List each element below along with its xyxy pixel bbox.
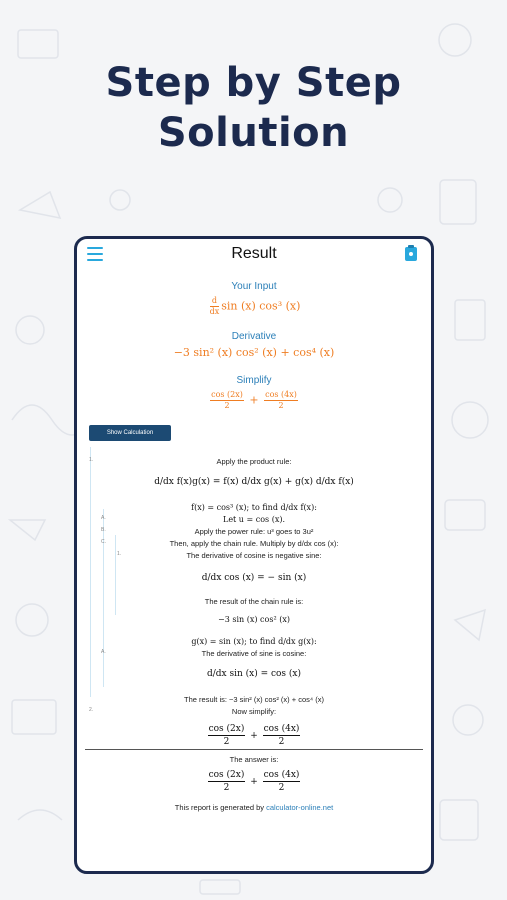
answer-expression: $\frac{\cos (2x)}{2}$ + $\frac{\cos (4x)}{2}$ <box>208 770 300 793</box>
simplified-expression: $\frac{\cos (2x)}{2}$ + $\frac{\cos (4x)}{2}$ <box>208 724 300 747</box>
step-marker: 1. <box>117 551 122 557</box>
cosine-derivative: d/dx cos (x) = − sin (x) <box>201 573 307 583</box>
headline <box>0 58 507 158</box>
calculation-steps <box>77 447 431 837</box>
deriv-operator: $\frac{d}{dx}$ <box>209 296 220 316</box>
step-marker: 1. <box>89 457 94 463</box>
let-u: Let u = cos (x). <box>223 515 285 524</box>
headline-line-1: Step by Step <box>105 60 402 106</box>
your-input-expression: $\frac{d}{dx}$ sin (x) cos³ (x) <box>209 296 301 316</box>
calculator-online-link[interactable]: calculator-online.net <box>266 803 334 812</box>
chain-result: −3 sin (x) cos² (x) <box>218 615 290 624</box>
sine-derivative: d/dx sin (x) = cos (x) <box>206 669 302 679</box>
chain-rule-text: Then, apply the chain rule. Multiply by d/dx cos (x): <box>169 539 339 548</box>
step-text: Apply the product rule: <box>216 457 292 466</box>
product-rule-formula: d/dx f(x)g(x) = f(x) d/dx g(x) + g(x) d/dx f(x) <box>154 477 354 487</box>
sine-note: The derivative of sine is cosine: <box>201 649 307 658</box>
simplify-label: Simplify <box>236 375 272 386</box>
top-bar <box>77 239 431 273</box>
show-calculation-button[interactable]: Show Calculation <box>89 425 171 441</box>
derivative-expression: −3 sin² (x) cos² (x) + cos⁴ (x) <box>173 346 335 359</box>
result-title: Result <box>231 245 277 262</box>
headline-line-2: Solution <box>157 110 350 156</box>
f-definition: f(x) = cos³ (x); to find d/dx f(x): <box>191 503 317 512</box>
g-definition: g(x) = sin (x); to find d/dx g(x): <box>191 637 317 646</box>
your-input-label: Your Input <box>231 281 277 292</box>
derivative-label: Derivative <box>231 331 277 342</box>
clipboard-icon[interactable] <box>405 247 417 261</box>
answer-label: The answer is: <box>229 755 279 764</box>
report-footer <box>77 803 431 812</box>
chain-result-label: The result of the chain rule is: <box>204 597 304 606</box>
cosine-note: The derivative of cosine is negative sine: <box>186 551 322 560</box>
step-marker: A. <box>101 649 106 655</box>
now-simplify-text: Now simplify: <box>231 707 277 716</box>
simplify-expression: $\frac{\cos (2x)}{2}$ + $\frac{\cos (4x)}{2}$ <box>211 390 297 410</box>
power-rule-text: Apply the power rule: u³ goes to 3u² <box>194 527 314 536</box>
step-marker: C. <box>101 539 106 545</box>
footer-prefix: This report is generated by <box>174 803 267 812</box>
tablet-frame <box>74 236 434 874</box>
step-marker: B. <box>101 527 106 533</box>
result-is-text: The result is: −3 sin² (x) cos² (x) + cos⁴ (x) <box>184 695 324 704</box>
step-marker: A. <box>101 515 106 521</box>
section-divider <box>85 749 423 750</box>
step-marker: 2. <box>89 707 94 713</box>
